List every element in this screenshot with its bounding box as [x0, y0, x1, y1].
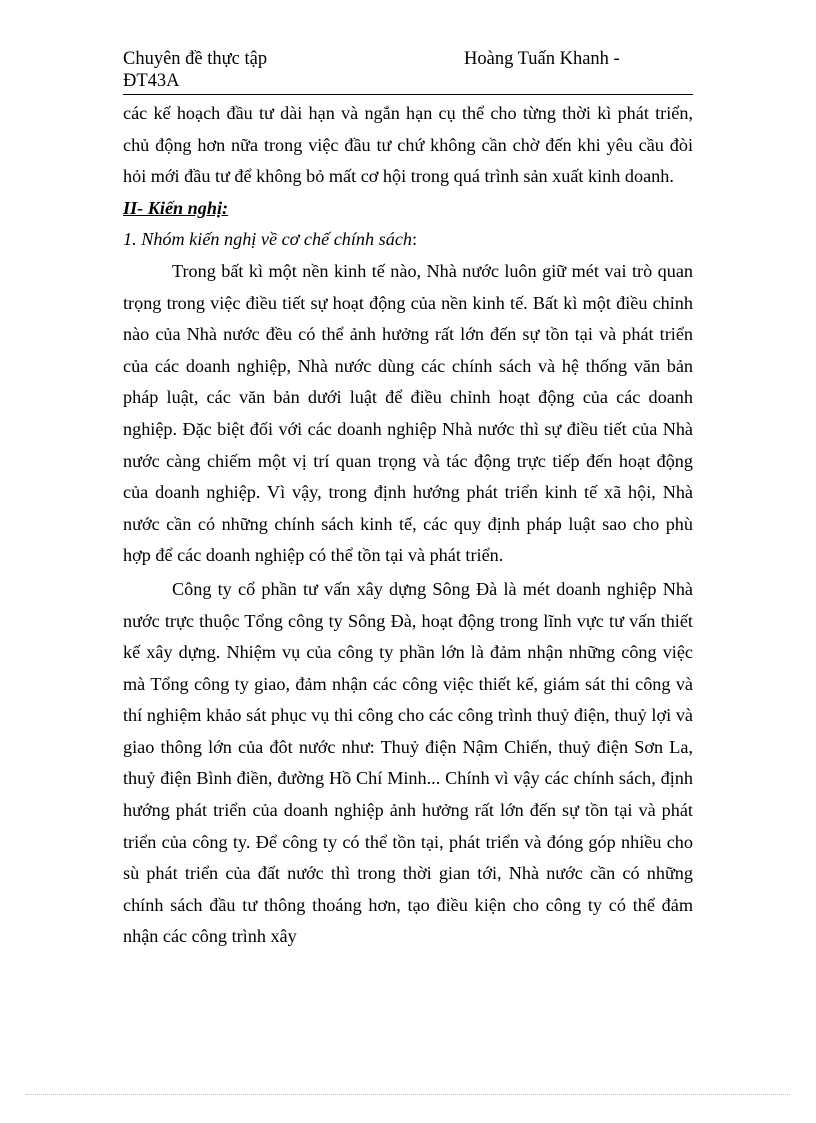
page-bottom-divider [26, 1094, 790, 1095]
intro-paragraph: các kế hoạch đầu tư dài hạn và ngắn hạn cụ thể cho từng thời kì phát triển, chủ động hơn nữa trong việc đầu tư chứ không cần chờ đến khi yêu cầu đòi hỏi mới đầu tư để không bỏ mất cơ hội trong quá trình sản xuất kinh doanh. [123, 103, 693, 187]
section-heading: II- Kiến nghị: [123, 197, 229, 218]
header-class-code: ĐT43A [123, 71, 180, 91]
policy-paragraph: Trong bất kì một nền kinh tế nào, Nhà nước luôn giữ mét vai trò quan trọng trong việc điều tiết sự hoạt động của nền kinh tế. Bất kì một điều chỉnh nào của Nhà nước đều có thể ảnh hưởng rất lớn đến sự tồn tại và phát triển của các doanh nghiệp, Nhà nước dùng các chính sách và hệ thống văn bản pháp luật, các văn bản dưới luật để điều chỉnh hoạt động của các doanh nghiệp. Đặc biệt đối với các doanh nghiệp Nhà nước thì sự điều tiết của Nhà nước càng chiếm một vị trí quan trọng và tác động trực tiếp đến hoạt động của doanh nghiệp. Vì vậy, trong định hướng phát triển kinh tế xã hội, Nhà nước cần có những chính sách kinh tế, các quy định pháp luật sao cho phù hợp để các doanh nghiệp có thể tồn tại và phát triển. [123, 260, 693, 566]
page-header [123, 48, 693, 96]
document-body [123, 98, 693, 953]
header-divider [123, 94, 693, 95]
subsection-heading-colon: : [412, 229, 418, 250]
subsection-heading-text: 1. Nhóm kiến nghị về cơ chế chính sách [123, 229, 413, 250]
header-document-title: Chuyên đề thực tập [123, 49, 268, 69]
subsection-heading [123, 224, 693, 256]
header-author-name: Hoàng Tuấn Khanh - [464, 49, 620, 69]
company-paragraph: Công ty cổ phần tư vấn xây dựng Sông Đà là mét doanh nghiệp Nhà nước trực thuộc Tổng công ty Sông Đà, hoạt động trong lĩnh vực tư vấn thiết kế xây dựng. Nhiệm vụ của công ty phần lớn là đảm nhận những công việc mà Tổng công ty giao, đảm nhận các công việc thiết kế, giám sát thi công và thí nghiệm khảo sát phục vụ thi công cho các công trình thuỷ điện, thuỷ lợi và giao thông lớn của đôt nước như: Thuỷ điện Nậm Chiến, thuỷ điện Sơn La, thuỷ điện Bình điền, đường Hồ Chí Minh... Chính vì vậy các chính sách, định hướng phát triển của doanh nghiệp ảnh hưởng rất lớn đến sự tồn tại và phát triển của công ty. Để công ty có thể tồn tại, phát triển và đóng góp nhiều cho sù phát triển của đất nước thì trong thời gian tới, Nhà nước cần có những chính sách đầu tư thông thoáng hơn, tạo điều kiện cho công ty có thể đảm nhận các công trình xây [123, 578, 693, 947]
